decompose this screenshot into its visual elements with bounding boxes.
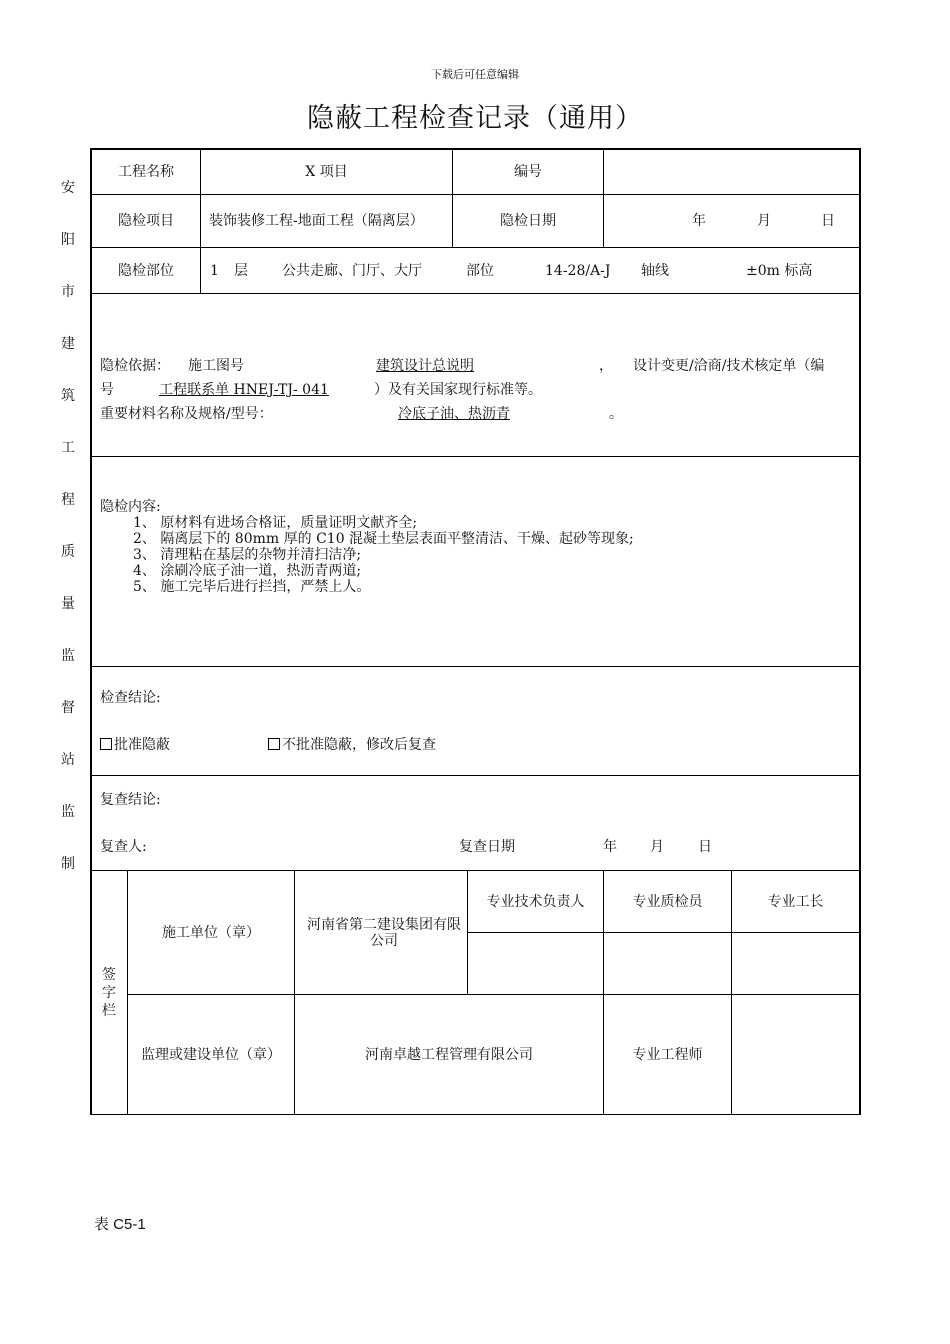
side-char: 筑 — [61, 388, 75, 404]
material-label: 重要材料名称及规格/型号： — [100, 406, 273, 422]
review-date-label: 复查日期 — [459, 839, 515, 855]
side-char: 建 — [61, 336, 75, 352]
date-day: 日 — [821, 213, 835, 229]
reject-option[interactable] — [268, 737, 436, 753]
location-elevation: ±0m 标高 — [746, 263, 813, 279]
side-char: 阳 — [61, 232, 75, 248]
content-item: 3、 清理粘在基层的杂物并清扫洁净; — [133, 547, 362, 563]
approve-label: 批准隐蔽 — [114, 737, 170, 753]
approve-option[interactable] — [100, 737, 170, 753]
inspection-item-label: 隐检项目 — [118, 213, 174, 229]
project-name-label: 工程名称 — [118, 164, 174, 180]
inspection-location-label: 隐检部位 — [118, 262, 174, 279]
number-hao: 号 — [100, 382, 114, 398]
supervision-unit-label: 监理或建设单位（章） — [141, 1046, 281, 1063]
page-title: 隐蔽工程检查记录（通用） — [307, 103, 643, 134]
side-char: 监 — [61, 648, 75, 664]
signature-column-char: 栏 — [102, 1003, 116, 1019]
construction-company: 河南省第二建设集团有限公司 — [307, 916, 461, 949]
drawing-value: 建筑设计总说明 — [376, 358, 474, 374]
side-char: 质 — [61, 544, 75, 560]
side-char: 站 — [61, 752, 75, 768]
date-year: 年 — [692, 213, 706, 229]
side-char: 市 — [61, 284, 75, 300]
inspection-date-label: 隐检日期 — [500, 213, 556, 229]
content-item: 4、 涂刷冷底子油一道，热沥青两道; — [133, 563, 362, 579]
review-year: 年 — [603, 839, 617, 855]
supervision-company: 河南卓越工程管理有限公司 — [365, 1046, 533, 1063]
side-char: 督 — [61, 700, 75, 716]
location-floor-number: 1 — [210, 263, 219, 279]
side-char: 制 — [61, 856, 75, 872]
location-part: 部位 — [466, 263, 494, 279]
reviewer-label: 复查人: — [100, 839, 147, 855]
content-item: 1、 原材料有进场合格证，质量证明文献齐全; — [133, 515, 418, 531]
material-end: 。 — [609, 406, 623, 422]
tech-lead-label: 专业技术负责人 — [486, 893, 585, 910]
basis-label: 隐检依据： — [100, 358, 170, 374]
top-note: 下载后可任意编辑 — [431, 68, 519, 81]
date-month: 月 — [757, 213, 771, 229]
review-label: 复查结论: — [100, 792, 161, 808]
contact-sheet-value: 工程联系单 HNEJ-TJ- 041 — [159, 382, 329, 398]
location-floor: 层 — [234, 263, 248, 279]
location-area: 公共走廊、门厅、大厅 — [282, 263, 422, 279]
signature-column-char: 签 — [102, 967, 116, 983]
location-axis-value: 14-28/A-J — [545, 263, 611, 279]
drawing-label: 施工图号 — [188, 358, 244, 374]
material-value: 冷底子油、热沥青 — [398, 406, 510, 422]
change-label: 设计变更/洽商/技术核定单（编 — [633, 358, 825, 374]
engineer-label: 专业工程师 — [632, 1046, 703, 1063]
construction-unit-label: 施工单位（章） — [162, 924, 260, 941]
content-item: 2、 隔离层下的 80mm 厚的 C10 混凝土垫层表面平整清洁、干燥、起砂等现象; — [133, 531, 634, 547]
side-char: 量 — [61, 596, 75, 612]
form-code: 表 C5-1 — [94, 1216, 146, 1233]
review-month: 月 — [650, 839, 664, 855]
foreman-label: 专业工长 — [767, 893, 824, 910]
location-axis: 轴线 — [641, 263, 669, 279]
approve-checkbox[interactable] — [100, 738, 112, 750]
conclusion-label: 检查结论: — [100, 690, 161, 706]
side-char: 安 — [61, 180, 75, 196]
reject-label: 不批准隐蔽，修改后复查 — [282, 737, 436, 753]
side-char: 工 — [61, 440, 75, 456]
project-name-value: X 项目 — [305, 164, 348, 180]
number-label: 编号 — [514, 164, 542, 180]
content-item: 5、 施工完毕后进行拦挡，严禁上人。 — [133, 579, 371, 595]
basis-comma: ， — [599, 358, 613, 374]
number-value — [604, 150, 859, 194]
quality-inspector-label: 专业质检员 — [632, 893, 703, 910]
review-day: 日 — [698, 839, 712, 855]
reject-checkbox[interactable] — [268, 738, 280, 750]
signature-column-char: 字 — [102, 985, 116, 1001]
side-char: 程 — [61, 492, 75, 508]
content-label: 隐检内容: — [100, 499, 161, 515]
side-char: 监 — [61, 804, 75, 820]
basis-suffix: ）及有关国家现行标准等。 — [374, 382, 542, 398]
inspection-item-value: 装饰装修工程-地面工程（隔离层） — [209, 213, 424, 229]
signature-column-label — [99, 966, 119, 1020]
